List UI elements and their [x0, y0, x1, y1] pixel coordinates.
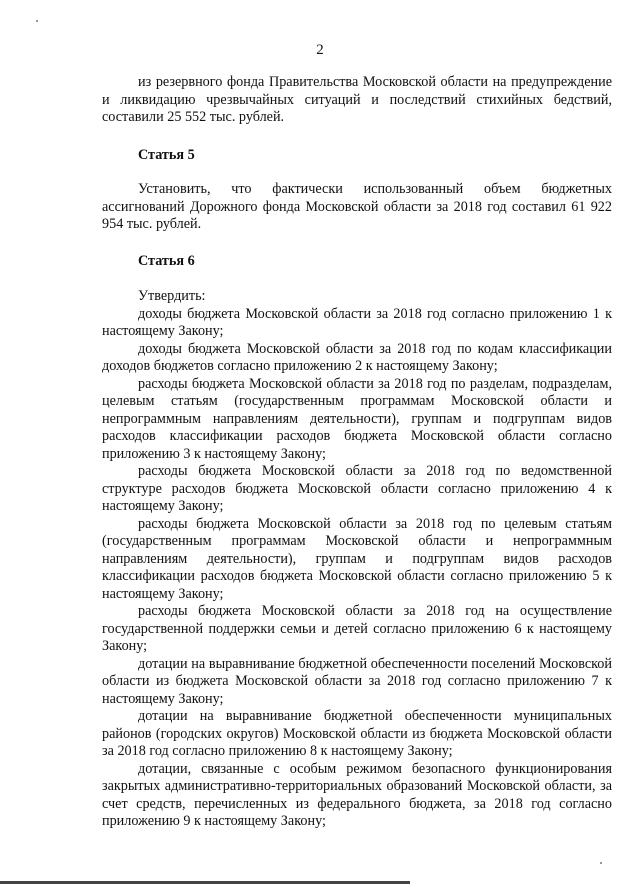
- article-6-body: [102, 288, 612, 831]
- list-item: расходы бюджета Московской области за 2018 год по разделам, подразделам, целевым статьям (государственным программам Московской области и непрограммным направлениям деятельности), группам и подгруппам видов расходов классификации расходов бюджета Московской области согласно приложению 3 к настоящему Закону;: [102, 375, 612, 462]
- article-6-heading: Статья 6: [138, 253, 195, 269]
- list-item: доходы бюджета Московской области за 2018 год согласно приложению 1 к настоящему Закону;: [102, 305, 612, 339]
- scan-speck: [36, 20, 38, 22]
- list-item: дотации на выравнивание бюджетной обеспеченности муниципальных районов (городских округов) Московской области из бюджета Московской области за 2018 год согласно приложению 8 к настоящему Закону;: [102, 708, 612, 759]
- list-item: дотации, связанные с особым режимом безопасного функционирования закрытых административно-территориальных образований Московской области, за счет средств, перечисленных из федерального бюджета, за 2018 год согласно приложению 9 к настоящему Закону;: [102, 760, 612, 829]
- list-item: доходы бюджета Московской области за 2018 год по кодам классификации доходов бюджетов согласно приложению 2 к настоящему Закону;: [102, 340, 612, 374]
- article-6-lead: Утвердить:: [138, 288, 206, 304]
- list-item: расходы бюджета Московской области за 2018 год по целевым статьям (государственным программам Московской области и непрограммным направлениям деятельности), группам и подгруппам видов расходов классификации расходов бюджета Московской области согласно приложению 5 к настоящему Закону;: [102, 515, 612, 602]
- list-item: расходы бюджета Московской области за 2018 год по ведомственной структуре расходов бюджета Московской области согласно приложению 4 к настоящему Закону;: [102, 463, 612, 514]
- list-item: расходы бюджета Московской области за 2018 год на осуществление государственной поддержки семьи и детей согласно приложению 6 к настоящему Закону;: [102, 603, 612, 654]
- intro-paragraph: из резервного фонда Правительства Московской области на предупреждение и ликвидацию чрезвычайных ситуаций и последствий стихийных бедствий, составили 25 552 тыс. рублей.: [102, 74, 612, 125]
- scan-speck: [600, 862, 602, 864]
- article-5-text: Установить, что фактически использованный объем бюджетных ассигнований Дорожного фонда Московской области за 2018 год составил 61 922 954 тыс. рублей.: [102, 181, 612, 232]
- list-item: дотации на выравнивание бюджетной обеспеченности поселений Московской области из бюджета Московской области за 2018 год согласно приложению 7 к настоящему Закону;: [102, 655, 612, 707]
- page-number: 2: [316, 42, 324, 58]
- article-5-heading: Статья 5: [138, 147, 195, 163]
- scan-edge-line: [0, 881, 410, 884]
